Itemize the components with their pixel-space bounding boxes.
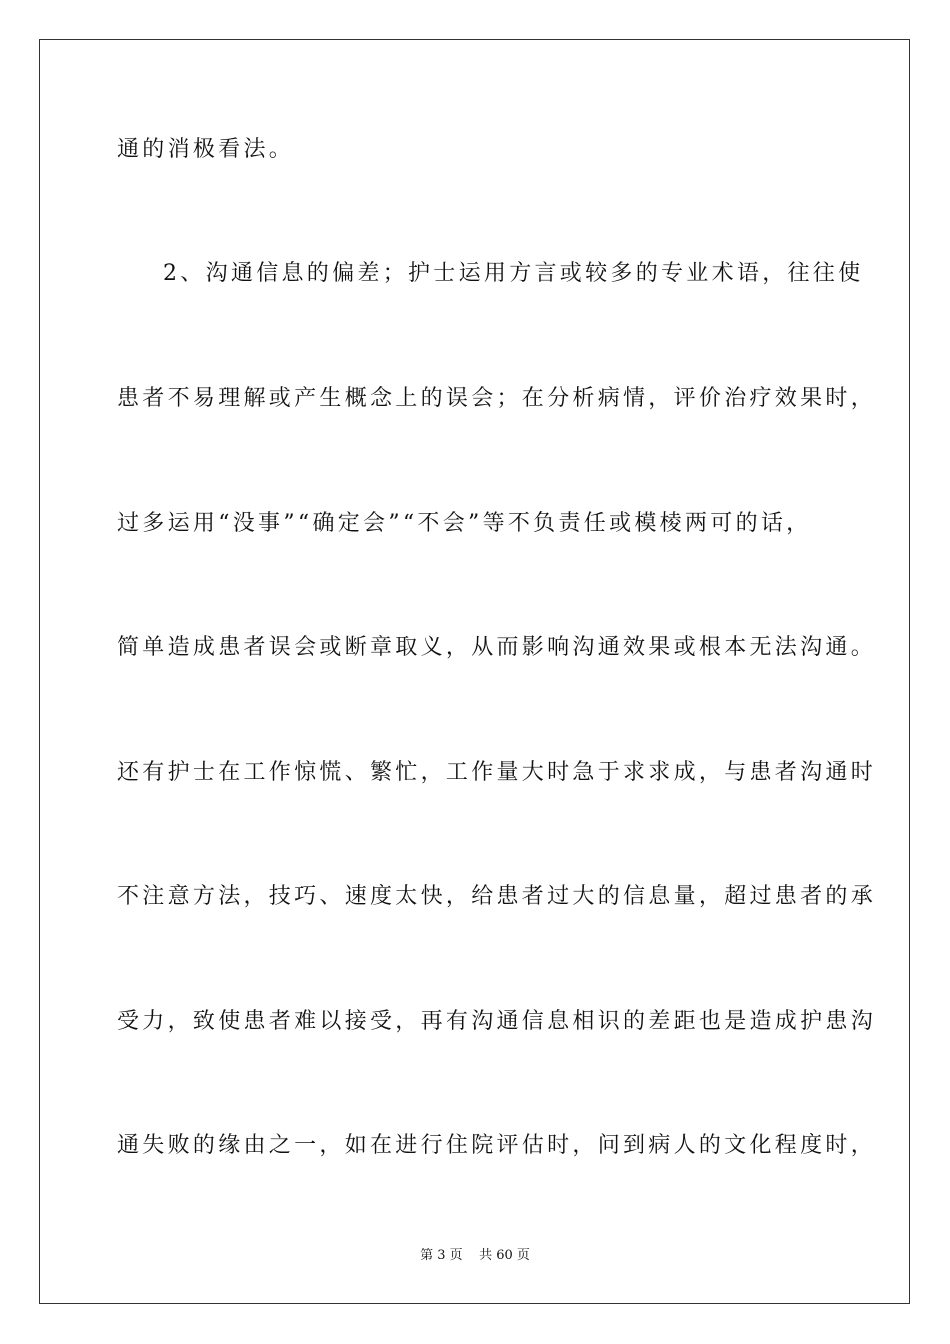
body-text-line-7: 不注意方法，技巧、速度太快，给患者过大的信息量，超过患者的承 <box>117 884 877 909</box>
body-text-line-3: 患者不易理解或产生概念上的误会；在分析病情，评价治疗效果时， <box>117 386 877 411</box>
body-text-line-2: 2、沟通信息的偏差；护士运用方言或较多的专业术语，往往使 <box>163 261 864 286</box>
body-text-line-4: 过多运用“没事”“确定会”“不会”等不负责任或模棱两可的话， <box>117 511 812 536</box>
page-number-footer: 第 3 页 共 60 页 <box>420 1248 530 1263</box>
body-text-line-6: 还有护士在工作惊慌、繁忙，工作量大时急于求求成，与患者沟通时 <box>117 760 877 785</box>
body-text-line-1: 通的消极看法。 <box>117 137 295 162</box>
body-text-line-5: 简单造成患者误会或断章取义，从而影响沟通效果或根本无法沟通。 <box>117 635 877 660</box>
page-border <box>39 39 910 1304</box>
body-text-line-9: 通失败的缘由之一，如在进行住院评估时，问到病人的文化程度时， <box>117 1133 877 1158</box>
body-text-line-8: 受力，致使患者难以接受，再有沟通信息相识的差距也是造成护患沟 <box>117 1009 877 1034</box>
